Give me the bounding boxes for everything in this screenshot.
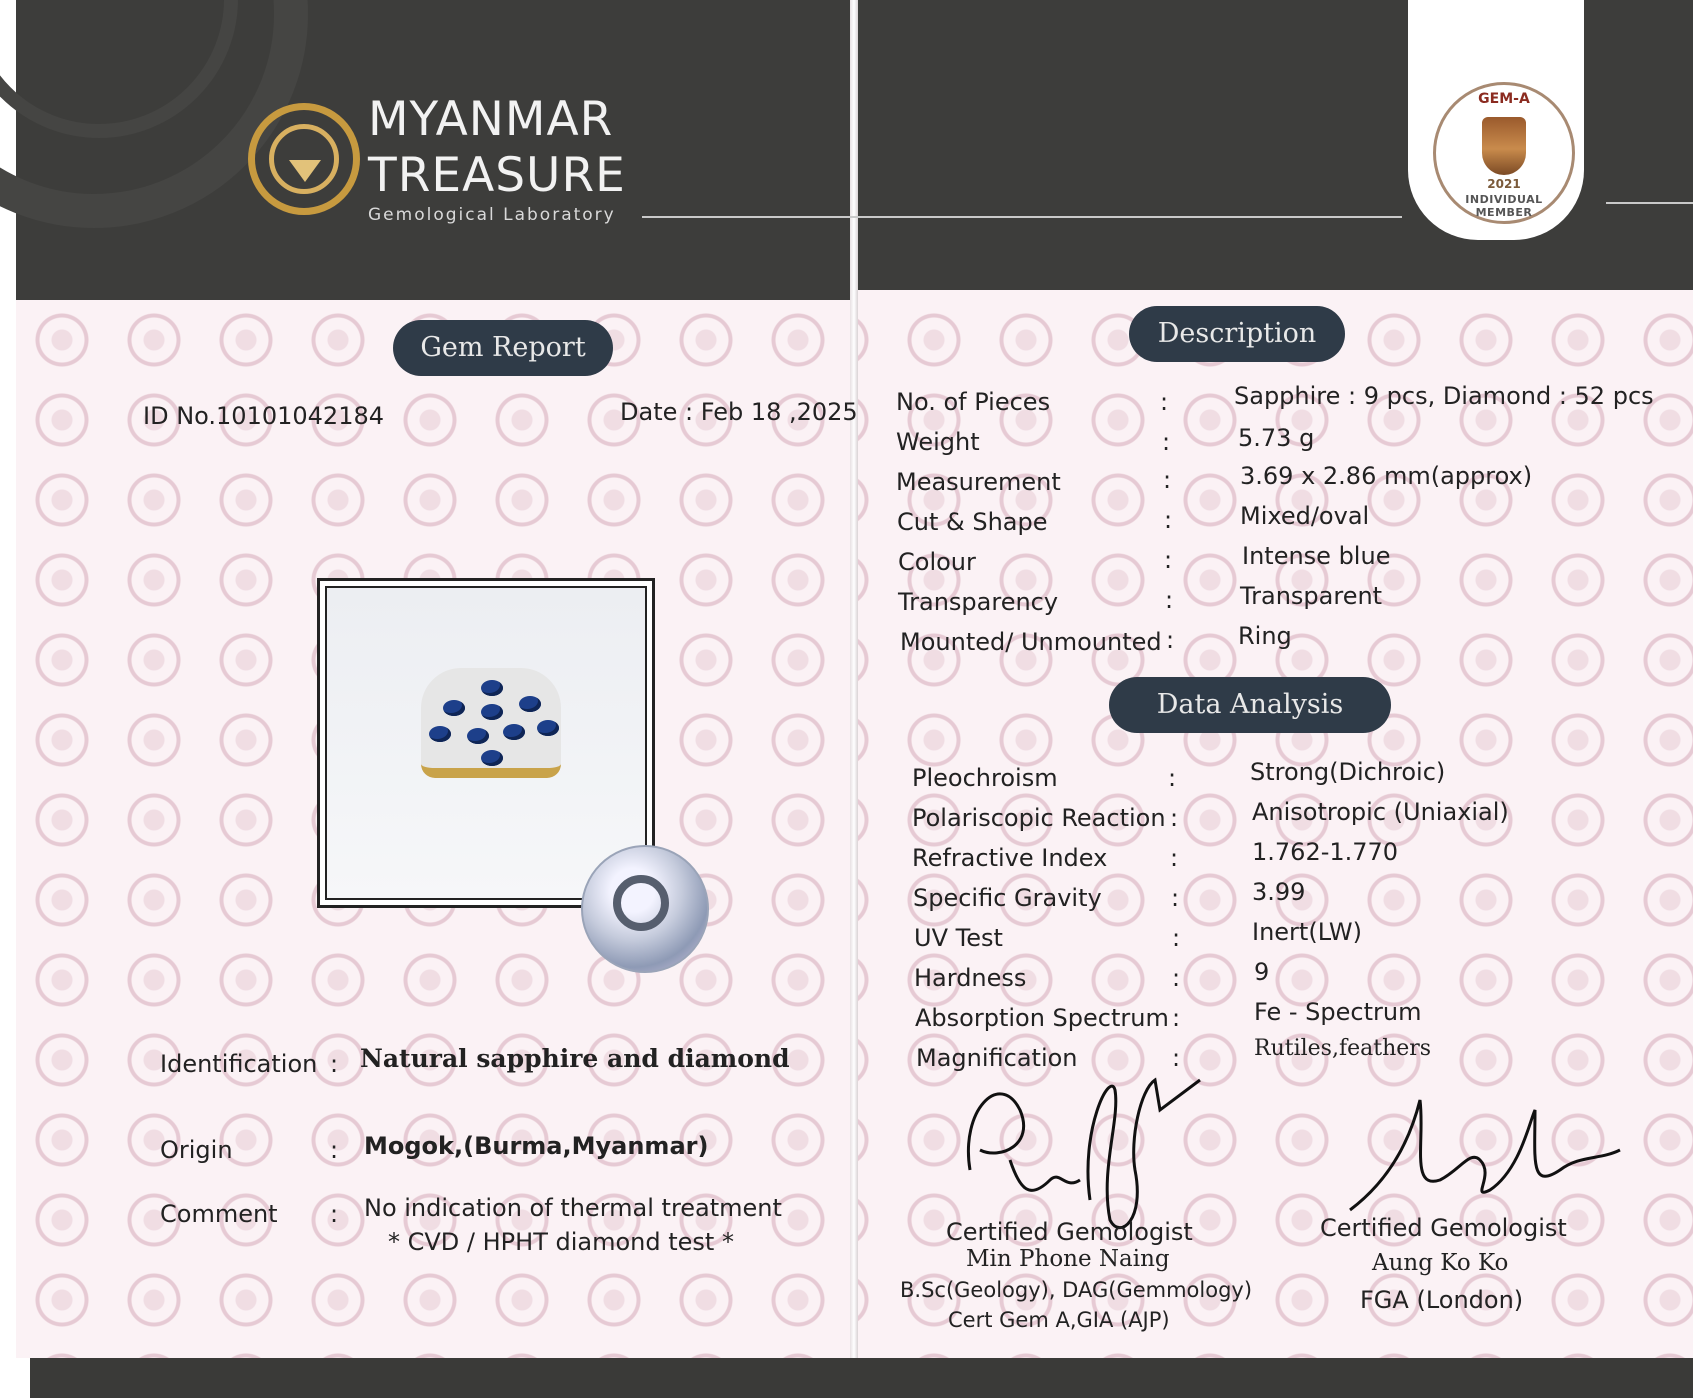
analysis-value: 1.762-1.770 xyxy=(1252,838,1399,866)
origin-label: Origin xyxy=(160,1136,233,1164)
header-rule xyxy=(642,216,1402,218)
lab-name-line2: TREASURE xyxy=(368,148,626,203)
desc-label: Measurement xyxy=(896,468,1061,496)
identification-value: Natural sapphire and diamond xyxy=(360,1044,790,1073)
analysis-value: Anisotropic (Uniaxial) xyxy=(1252,798,1509,826)
lab-logo-icon xyxy=(248,103,360,215)
analysis-sep: : xyxy=(1168,764,1177,792)
signatory2-title: Certified Gemologist xyxy=(1320,1214,1567,1242)
gem-a-member-badge xyxy=(1433,82,1575,224)
analysis-label: Magnification xyxy=(916,1044,1078,1072)
analysis-sep: : xyxy=(1172,964,1181,992)
desc-label: Cut & Shape xyxy=(897,508,1048,536)
signatory1-title: Certified Gemologist xyxy=(946,1218,1193,1246)
analysis-sep: : xyxy=(1171,884,1180,912)
footer-band xyxy=(30,1358,1693,1398)
desc-sep: : xyxy=(1166,626,1175,654)
lab-name-line1: MYANMAR xyxy=(368,92,614,147)
signatory1-name: Min Phone Naing xyxy=(966,1246,1170,1272)
badge-year: 2021 xyxy=(1487,177,1521,191)
identification-label: Identification xyxy=(160,1050,318,1078)
comment-colon: : xyxy=(330,1200,339,1228)
report-date: Date : Feb 18 ,2025 xyxy=(620,398,858,426)
desc-label: No. of Pieces xyxy=(896,388,1051,416)
analysis-sep: : xyxy=(1170,844,1179,872)
desc-sep: : xyxy=(1160,388,1169,416)
badge-member-text: INDIVIDUAL MEMBER xyxy=(1465,193,1543,219)
analysis-sep: : xyxy=(1170,804,1179,832)
desc-value: Intense blue xyxy=(1242,542,1391,570)
analysis-value: Fe - Spectrum xyxy=(1254,998,1422,1026)
desc-value: 5.73 g xyxy=(1238,424,1315,452)
analysis-label: Hardness xyxy=(914,964,1027,992)
analysis-value: 9 xyxy=(1254,958,1270,986)
crest-icon xyxy=(1482,117,1526,175)
desc-value: 3.69 x 2.86 mm(approx) xyxy=(1240,462,1533,490)
hologram-seal xyxy=(581,845,709,973)
desc-sep: : xyxy=(1164,506,1173,534)
ring-image xyxy=(421,668,561,788)
lab-name xyxy=(368,92,626,204)
origin-colon: : xyxy=(330,1136,339,1164)
origin-value: Mogok,(Burma,Myanmar) xyxy=(364,1132,709,1160)
analysis-sep: : xyxy=(1172,1004,1181,1032)
analysis-value: Strong(Dichroic) xyxy=(1250,758,1446,786)
identification-colon: : xyxy=(330,1050,339,1078)
desc-sep: : xyxy=(1165,586,1174,614)
desc-label: Mounted/ Unmounted xyxy=(900,628,1162,656)
comment-label: Comment xyxy=(160,1200,278,1228)
desc-value: Ring xyxy=(1238,622,1292,650)
analysis-value: 3.99 xyxy=(1252,878,1306,906)
report-id: ID No.10101042184 xyxy=(143,402,384,430)
description-heading: Description xyxy=(1129,306,1345,362)
data-analysis-heading: Data Analysis xyxy=(1109,677,1391,733)
signatory2-name: Aung Ko Ko xyxy=(1372,1250,1509,1276)
desc-value: Mixed/oval xyxy=(1240,502,1370,530)
analysis-value: Rutiles,feathers xyxy=(1254,1036,1432,1061)
analysis-label: Polariscopic Reaction xyxy=(912,804,1166,832)
analysis-label: Specific Gravity xyxy=(913,884,1102,912)
analysis-label: UV Test xyxy=(914,924,1003,952)
signatory2-qual-1: FGA (London) xyxy=(1360,1286,1524,1314)
comment-line-1: No indication of thermal treatment xyxy=(364,1194,782,1222)
fold-line xyxy=(850,0,858,1398)
desc-value: Transparent xyxy=(1240,582,1383,610)
analysis-label: Refractive Index xyxy=(912,844,1108,872)
desc-sep: : xyxy=(1164,546,1173,574)
desc-sep: : xyxy=(1162,428,1171,456)
desc-label: Transparency xyxy=(898,588,1059,616)
analysis-sep: : xyxy=(1172,924,1181,952)
lab-subtitle: Gemological Laboratory xyxy=(368,205,616,225)
gem-report-heading: Gem Report xyxy=(393,320,613,376)
desc-label: Colour xyxy=(898,548,976,576)
analysis-value: Inert(LW) xyxy=(1252,918,1362,946)
desc-value: Sapphire : 9 pcs, Diamond : 52 pcs xyxy=(1234,382,1654,410)
comment-line-2: * CVD / HPHT diamond test * xyxy=(388,1228,734,1256)
badge-top-text: GEM-A xyxy=(1478,91,1530,107)
analysis-label: Pleochroism xyxy=(912,764,1058,792)
header-rule-right xyxy=(1606,202,1693,204)
signatory1-qual-2: Cert Gem A,GIA (AJP) xyxy=(948,1308,1170,1332)
analysis-label: Absorption Spectrum xyxy=(915,1004,1169,1032)
signatory1-qual-1: B.Sc(Geology), DAG(Gemmology) xyxy=(900,1278,1253,1302)
signature-aung-ko-ko xyxy=(1330,1080,1630,1230)
desc-sep: : xyxy=(1163,466,1172,494)
analysis-sep: : xyxy=(1172,1044,1181,1072)
desc-label: Weight xyxy=(896,428,980,456)
